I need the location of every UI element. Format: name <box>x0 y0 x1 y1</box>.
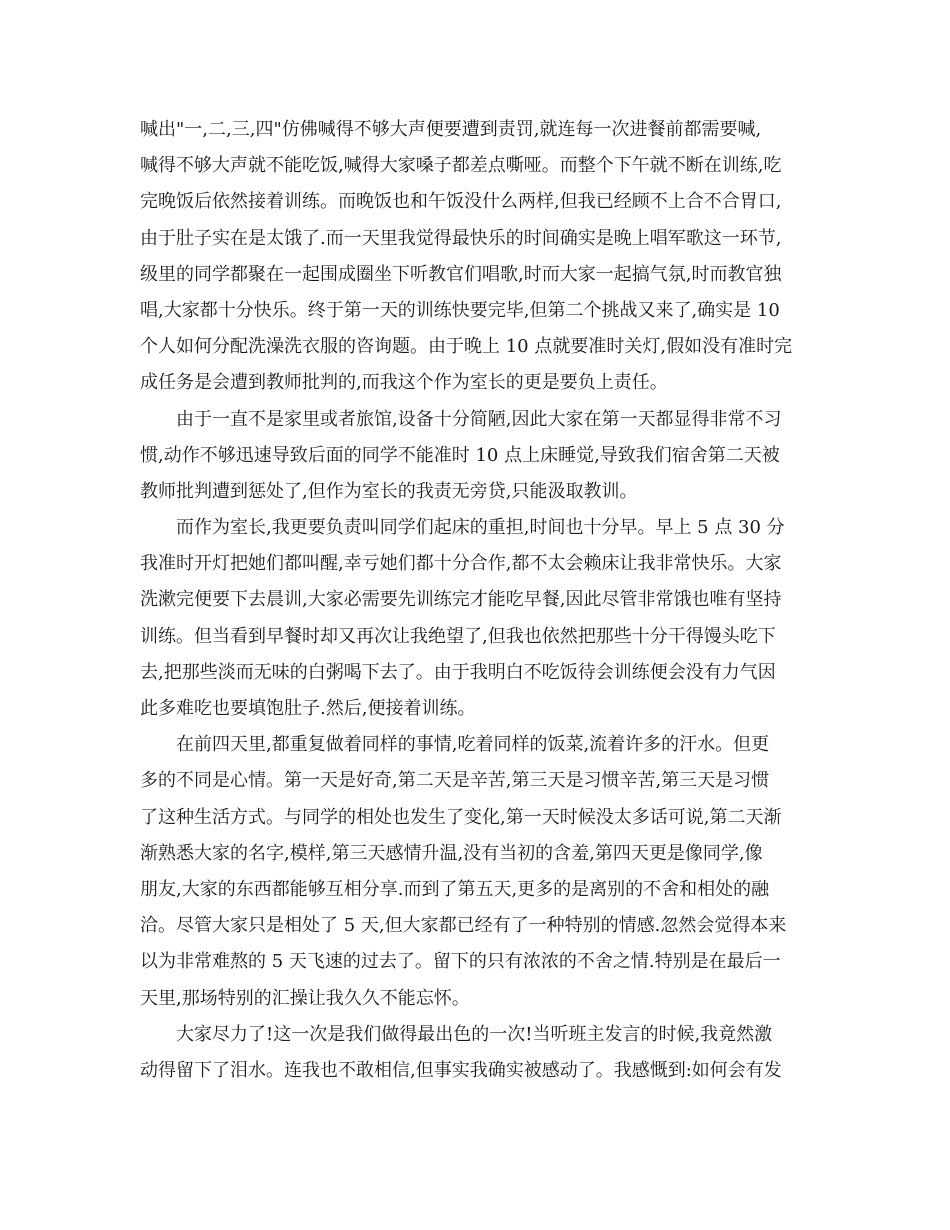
paragraph-first-line: 在前四天里,都重复做着同样的事情,吃着同样的饭菜,流着许多的汗水。但更 <box>176 734 770 756</box>
text-line: 去,把那些淡而无味的白粥喝下去了。由于我明白不吃饭待会训练便会没有力气因 <box>140 661 776 683</box>
text-line: 洽。尽管大家只是相处了 5 天,但大家都已经有了一种特别的情感.忽然会觉得本来 <box>140 915 787 937</box>
text-line: 此多难吃也要填饱肚子.然后,便接着训练。 <box>140 698 476 719</box>
text-line: 个人如何分配洗澡洗衣服的咨询题。由于晚上 10 点就要准时关灯,假如没有准时完 <box>140 336 793 358</box>
paragraph-first-line: 由于一直不是家里或者旅馆,设备十分简陋,因此大家在第一天都显得非常不习 <box>176 408 782 430</box>
text-line: 级里的同学都聚在一起围成圈坐下听教官们唱歌,时而大家一起搞气氛,时而教官独 <box>140 263 782 285</box>
text-line: 我准时开灯把她们都叫醒,幸亏她们都十分合作,都不太会赖床让我非常快乐。大家 <box>140 553 782 575</box>
text-line: 渐熟悉大家的名字,模样,第三天感情升温,没有当初的含羞,第四天更是像同学,像 <box>140 842 763 864</box>
paragraph-first-line: 大家尽力了!这一次是我们做得最出色的一次!当听班主发言的时候,我竟然激 <box>176 1023 773 1045</box>
text-line: 朋友,大家的东西都能够互相分享.而到了第五天,更多的是离别的不舍和相处的融 <box>140 878 770 900</box>
text-line: 完晚饭后依然接着训练。而晚饭也和午饭没什么两样,但我已经顾不上合不合胃口, <box>140 191 782 213</box>
text-line: 唱,大家都十分快乐。终于第一天的训练快要完毕,但第二个挑战又来了,确实是 10 <box>140 299 780 321</box>
text-line: 洗漱完便要下去晨训,大家必需要先训练完才能吃早餐,因此尽管非常饿也唯有坚持 <box>140 589 782 611</box>
text-line: 动得留下了泪水。连我也不敢相信,但事实我确实被感动了。我感慨到:如何会有发 <box>140 1059 782 1081</box>
document-body <box>140 112 812 1089</box>
text-line: 由于肚子实在是太饿了.而一天里我觉得最快乐的时间确实是晚上唱军歌这一环节, <box>140 227 782 249</box>
text-line: 天里,那场特别的汇操让我久久不能忘怀。 <box>140 987 470 1009</box>
text-line: 训练。但当看到早餐时却又再次让我绝望了,但我也依然把那些十分干得馒头吃下 <box>140 625 776 647</box>
text-line: 多的不同是心情。第一天是好奇,第二天是辛苦,第三天是习惯辛苦,第三天是习惯 <box>140 770 770 792</box>
text-line: 喊得不够大声就不能吃饭,喊得大家嗓子都差点嘶哑。而整个下午就不断在训练,吃 <box>140 155 782 177</box>
text-line: 喊出"一,二,三,四"仿佛喊得不够大声便要遭到责罚,就连每一次进餐前都需要喊, <box>140 119 762 140</box>
text-line: 了这种生活方式。与同学的相处也发生了变化,第一天时候没太多话可说,第二天渐 <box>140 806 782 828</box>
text-line: 教师批判遭到惩处了,但作为室长的我责无旁贷,只能汲取教训。 <box>140 480 638 502</box>
paragraph-first-line: 而作为室长,我更要负责叫同学们起床的重担,时间也十分早。早上 5 点 30 分 <box>176 517 785 539</box>
text-line: 以为非常难熬的 5 天飞速的过去了。留下的只有浓浓的不舍之情.特别是在最后一 <box>140 951 781 973</box>
text-line: 惯,动作不够迅速导致后面的同学不能准时 10 点上床睡觉,导致我们宿舍第二天被 <box>140 444 780 466</box>
text-line: 成任务是会遭到教师批判的,而我这个作为室长的更是要负上责任。 <box>140 372 668 394</box>
